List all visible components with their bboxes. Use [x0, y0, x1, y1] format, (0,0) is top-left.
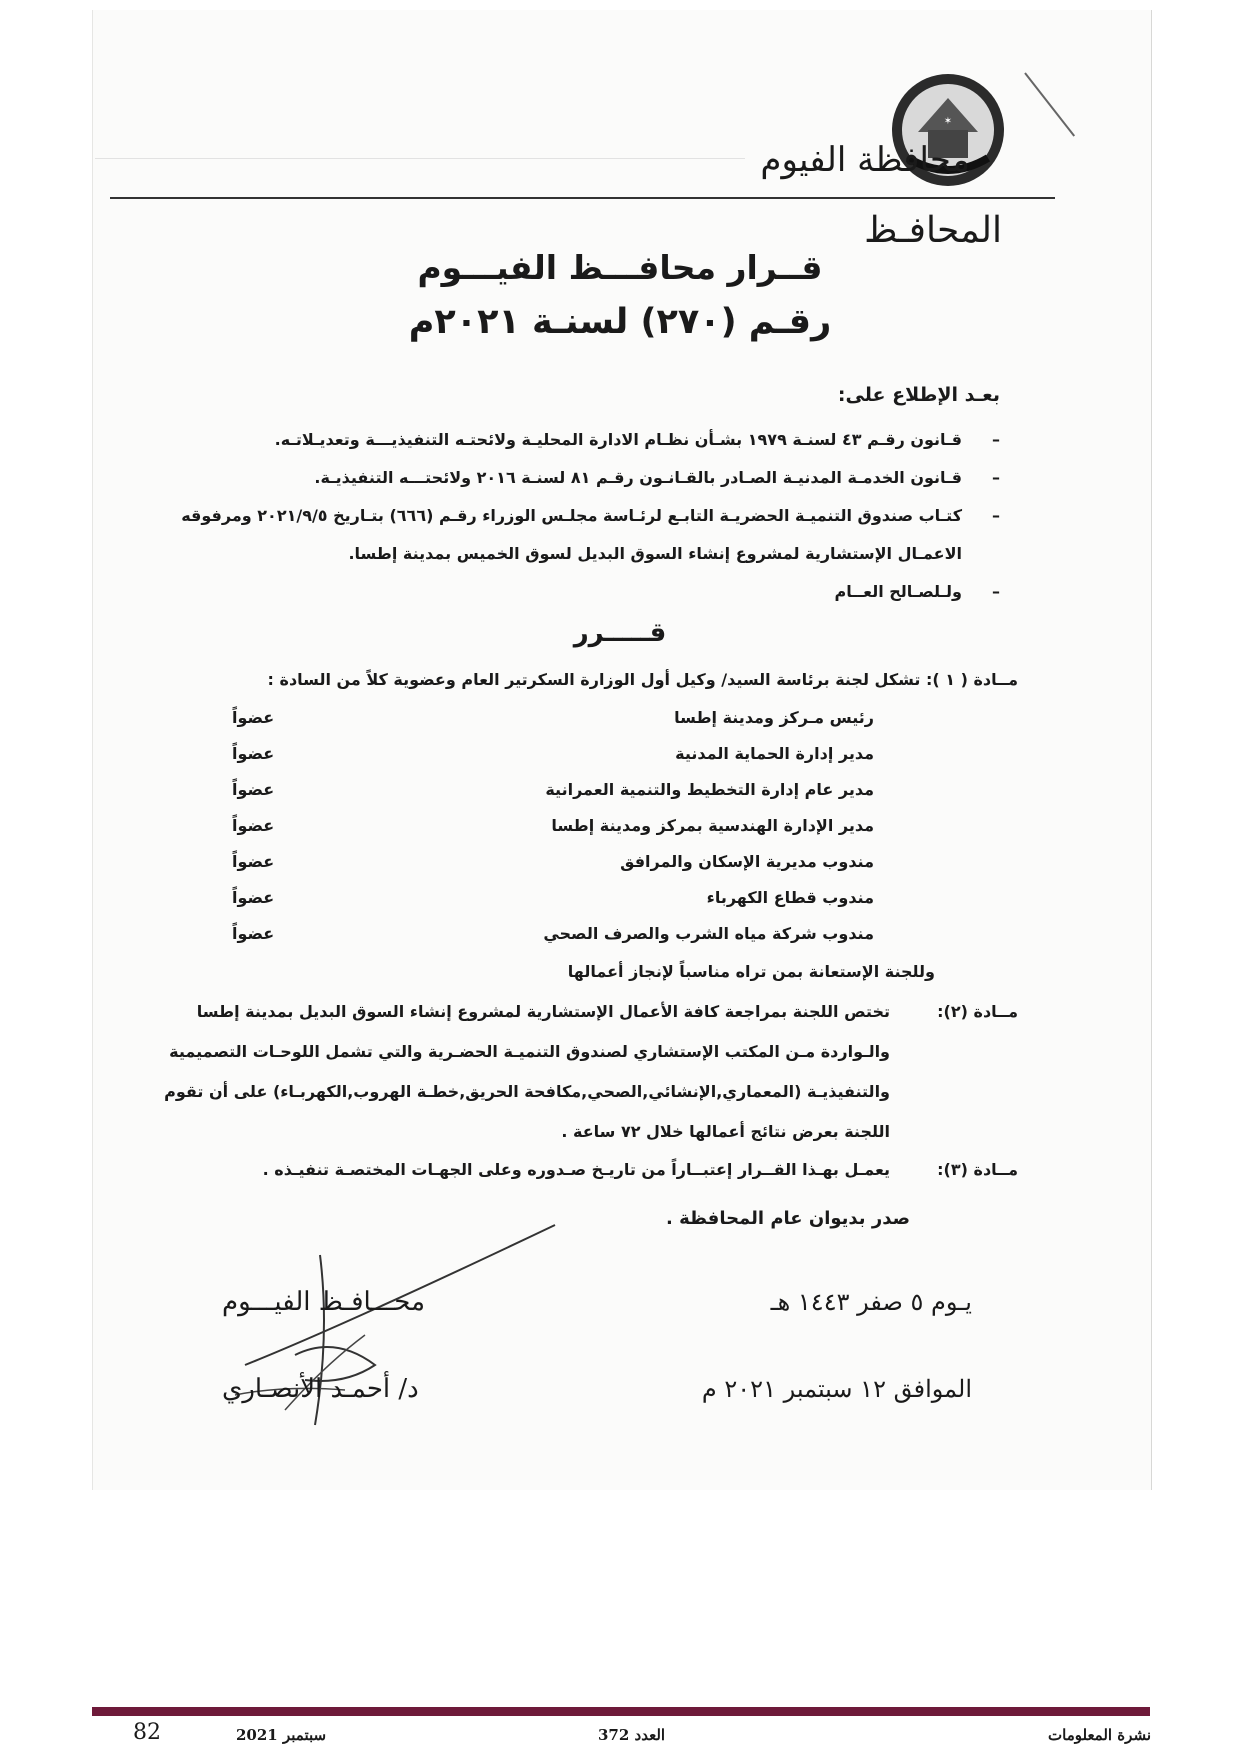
signatory-title: محـــافـظ الفيـــوم	[222, 1287, 425, 1317]
article-1-closing: وللجنة الإستعانة بمن تراه مناسباً لإنجاز أعمالها	[567, 962, 935, 981]
member-role: عضواً	[232, 888, 275, 907]
preamble-item-continuation: الاعمـال الإستشارية لمشروع إنشاء السوق البديل لسوق الخميس بمدينة إطسا.	[348, 544, 962, 563]
member-name: مندوب شركة مياه الشرب والصرف الصحي	[543, 924, 874, 943]
member-role: عضواً	[232, 780, 275, 799]
article-2-line: اللجنة بعرض نتائج أعمالها خلال ٧٢ ساعة .	[561, 1122, 890, 1141]
footer-issue: العدد 372	[598, 1726, 666, 1744]
gregorian-date: الموافق ١٢ سبتمبر ٢٠٢١ م	[701, 1375, 972, 1403]
article-1	[268, 670, 1018, 689]
footer-publication: نشرة المعلومات	[1048, 1726, 1152, 1744]
decree-heading: قـــــرر	[573, 618, 667, 648]
article-2-line: والتنفيذيـة (المعماري,الإنشائي,الصحي,مكافحة الحريق,خطـة الهروب,الكهربـاء) على أن تقوم	[164, 1082, 890, 1101]
member-name: مندوب مديرية الإسكان والمرافق	[620, 852, 874, 871]
article-3-text: يعمـل بهـذا القــرار إعتبــاراً من تاريـخ صـدوره وعلى الجهـات المختصـة تنفيـذه .	[262, 1160, 890, 1179]
member-name: مدير إدارة الحماية المدنية	[675, 744, 874, 763]
decree-number: رقـم (٢٧٠) لسنـة ٢٠٢١م	[408, 302, 832, 342]
letterhead-rule	[110, 197, 1055, 199]
issued-note: صدر بديوان عام المحافظة .	[665, 1208, 910, 1229]
preamble-item: –كتـاب صندوق التنميـة الحضريـة التابـع لرئـاسة مجلـس الوزراء رقـم (٦٦٦) بتـاريخ ٢٠٢١/٩/٥ ومرفوقه	[181, 506, 1000, 525]
preamble-item: –قـانون الخدمـة المدنيـة الصـادر بالقـانـون رقـم ٨١ لسنـة ٢٠١٦ ولائحتـــه التنفيذيـة.	[314, 468, 1000, 487]
member-name: مدير الإدارة الهندسية بمركز ومدينة إطسا	[551, 816, 874, 835]
member-name: رئيس مـركز ومدينة إطسا	[674, 708, 874, 727]
handwritten-signature	[225, 1215, 565, 1445]
preamble-intro: بعـد الإطلاع على:	[837, 384, 1000, 406]
decree-title: قــرار محافـــظ الفيـــوم	[417, 248, 823, 287]
scan-line	[95, 158, 745, 159]
member-name: مدير عام إدارة التخطيط والتنمية العمرانية	[545, 780, 874, 799]
preamble-item: –قـانون رقـم ٤٣ لسنـة ١٩٧٩ بشـأن نظـام الادارة المحليـة ولائحتـه التنفيذيـــة وتعديـلاتـه.	[274, 430, 1000, 449]
article-text: تشكل لجنة برئاسة السيد/ وكيل أول الوزارة السكرتير العام وعضوية كلاً من السادة :	[267, 670, 921, 689]
member-role: عضواً	[232, 708, 275, 727]
member-role: عضواً	[232, 852, 275, 871]
article-3-label: مــادة (٣):	[937, 1160, 1018, 1179]
svg-text:✶: ✶	[943, 116, 953, 127]
footer-date: سبتمبر 2021	[236, 1726, 327, 1744]
member-role: عضواً	[232, 816, 275, 835]
article-2-line: تختص اللجنة بمراجعة كافة الأعمال الإستشارية لمشروع إنشاء السوق البديل بمدينة إطسا	[196, 1002, 890, 1021]
signatory-name: د/ أحمـد الأنصـاري	[222, 1374, 419, 1404]
hijri-date: يـوم ٥ صفر ١٤٤٣ هـ	[770, 1288, 972, 1316]
article-label: مــادة ( ١ ):	[925, 670, 1018, 689]
footer-bar	[92, 1707, 1150, 1716]
article-2-label: مــادة (٢):	[937, 1002, 1018, 1021]
member-name: مندوب قطاع الكهرباء	[706, 888, 874, 907]
article-2-line: والـواردة مـن المكتب الإستشاري لصندوق التنميـة الحضـرية والتي تشمل اللوحـات التصميمية	[169, 1042, 890, 1061]
member-role: عضواً	[232, 744, 275, 763]
office-title: المحافـظ	[864, 210, 1002, 251]
preamble-item: –ولـلصـالح العــام	[834, 582, 1000, 601]
member-role: عضواً	[232, 924, 275, 943]
page-number: 82	[133, 1720, 161, 1745]
letterhead-name: محافظة الفيوم	[760, 140, 970, 180]
